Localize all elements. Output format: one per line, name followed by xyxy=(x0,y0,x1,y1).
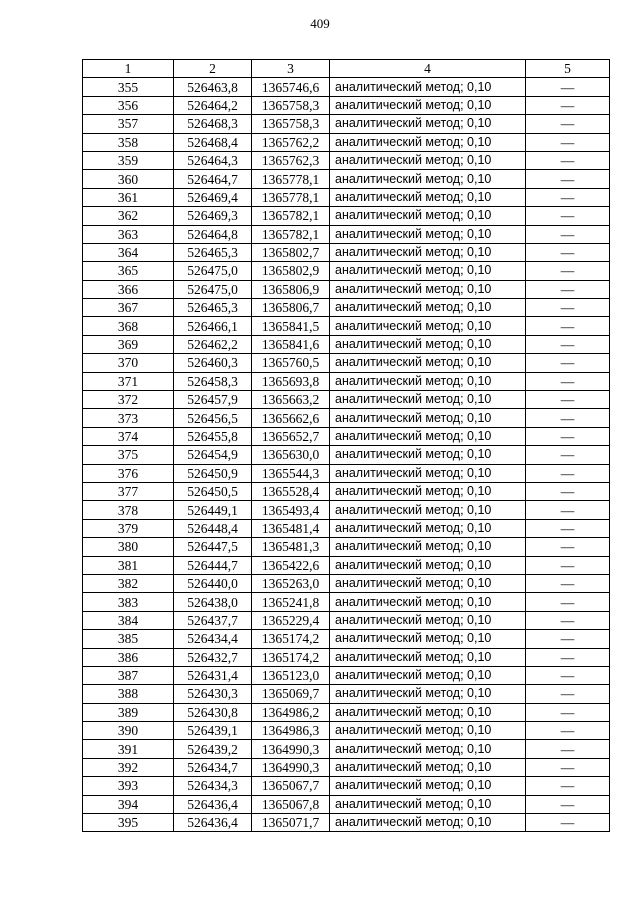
table-row xyxy=(83,795,610,813)
point-number-cell: 392 xyxy=(83,758,174,776)
table-row xyxy=(83,335,610,353)
y-coordinate-cell: 1365174,2 xyxy=(252,630,330,648)
table-row xyxy=(83,501,610,519)
table-row xyxy=(83,133,610,151)
x-coordinate-cell: 526430,3 xyxy=(174,685,252,703)
note-cell: — xyxy=(526,685,610,703)
point-number-cell: 377 xyxy=(83,482,174,500)
point-number-cell: 369 xyxy=(83,335,174,353)
note-cell: — xyxy=(526,814,610,832)
y-coordinate-cell: 1365662,6 xyxy=(252,409,330,427)
x-coordinate-cell: 526469,4 xyxy=(174,188,252,206)
y-coordinate-cell: 1365481,4 xyxy=(252,519,330,537)
x-coordinate-cell: 526432,7 xyxy=(174,648,252,666)
table-row xyxy=(83,446,610,464)
method-cell: аналитический метод; 0,10 xyxy=(330,243,526,261)
x-coordinate-cell: 526465,3 xyxy=(174,299,252,317)
table-header-row xyxy=(83,60,610,78)
y-coordinate-cell: 1365760,5 xyxy=(252,354,330,372)
column-header-2: 2 xyxy=(174,60,252,78)
method-cell: аналитический метод; 0,10 xyxy=(330,354,526,372)
page-number: 409 xyxy=(310,16,330,31)
method-cell: аналитический метод; 0,10 xyxy=(330,666,526,684)
note-cell: — xyxy=(526,777,610,795)
y-coordinate-cell: 1365758,3 xyxy=(252,115,330,133)
note-cell: — xyxy=(526,225,610,243)
point-number-cell: 380 xyxy=(83,538,174,556)
x-coordinate-cell: 526469,3 xyxy=(174,207,252,225)
method-cell: аналитический метод; 0,10 xyxy=(330,262,526,280)
y-coordinate-cell: 1365422,6 xyxy=(252,556,330,574)
x-coordinate-cell: 526439,2 xyxy=(174,740,252,758)
table-row xyxy=(83,611,610,629)
point-number-cell: 359 xyxy=(83,151,174,169)
point-number-cell: 358 xyxy=(83,133,174,151)
table-row xyxy=(83,372,610,390)
note-cell: — xyxy=(526,78,610,96)
point-number-cell: 361 xyxy=(83,188,174,206)
method-cell: аналитический метод; 0,10 xyxy=(330,280,526,298)
note-cell: — xyxy=(526,372,610,390)
column-header-1: 1 xyxy=(83,60,174,78)
method-cell: аналитический метод; 0,10 xyxy=(330,464,526,482)
x-coordinate-cell: 526464,8 xyxy=(174,225,252,243)
note-cell: — xyxy=(526,482,610,500)
coordinates-table xyxy=(82,59,610,832)
method-cell: аналитический метод; 0,10 xyxy=(330,78,526,96)
table-row xyxy=(83,170,610,188)
note-cell: — xyxy=(526,427,610,445)
x-coordinate-cell: 526464,7 xyxy=(174,170,252,188)
method-cell: аналитический метод; 0,10 xyxy=(330,722,526,740)
x-coordinate-cell: 526468,4 xyxy=(174,133,252,151)
table-row xyxy=(83,758,610,776)
point-number-cell: 371 xyxy=(83,372,174,390)
note-cell: — xyxy=(526,354,610,372)
note-cell: — xyxy=(526,501,610,519)
method-cell: аналитический метод; 0,10 xyxy=(330,519,526,537)
y-coordinate-cell: 1365782,1 xyxy=(252,207,330,225)
point-number-cell: 374 xyxy=(83,427,174,445)
note-cell: — xyxy=(526,758,610,776)
method-cell: аналитический метод; 0,10 xyxy=(330,391,526,409)
y-coordinate-cell: 1365802,7 xyxy=(252,243,330,261)
y-coordinate-cell: 1365071,7 xyxy=(252,814,330,832)
table-row xyxy=(83,814,610,832)
y-coordinate-cell: 1365528,4 xyxy=(252,482,330,500)
note-cell: — xyxy=(526,648,610,666)
y-coordinate-cell: 1365778,1 xyxy=(252,170,330,188)
y-coordinate-cell: 1365174,2 xyxy=(252,648,330,666)
y-coordinate-cell: 1365762,3 xyxy=(252,151,330,169)
point-number-cell: 357 xyxy=(83,115,174,133)
point-number-cell: 366 xyxy=(83,280,174,298)
y-coordinate-cell: 1365481,3 xyxy=(252,538,330,556)
point-number-cell: 379 xyxy=(83,519,174,537)
note-cell: — xyxy=(526,317,610,335)
y-coordinate-cell: 1365652,7 xyxy=(252,427,330,445)
note-cell: — xyxy=(526,391,610,409)
note-cell: — xyxy=(526,666,610,684)
column-header-3: 3 xyxy=(252,60,330,78)
table-row xyxy=(83,464,610,482)
table-row xyxy=(83,482,610,500)
point-number-cell: 390 xyxy=(83,722,174,740)
method-cell: аналитический метод; 0,10 xyxy=(330,611,526,629)
x-coordinate-cell: 526434,3 xyxy=(174,777,252,795)
method-cell: аналитический метод; 0,10 xyxy=(330,151,526,169)
table-row xyxy=(83,115,610,133)
table-row xyxy=(83,556,610,574)
x-coordinate-cell: 526436,4 xyxy=(174,795,252,813)
point-number-cell: 383 xyxy=(83,593,174,611)
table-row xyxy=(83,409,610,427)
method-cell: аналитический метод; 0,10 xyxy=(330,777,526,795)
x-coordinate-cell: 526430,8 xyxy=(174,703,252,721)
point-number-cell: 360 xyxy=(83,170,174,188)
y-coordinate-cell: 1364990,3 xyxy=(252,740,330,758)
method-cell: аналитический метод; 0,10 xyxy=(330,170,526,188)
method-cell: аналитический метод; 0,10 xyxy=(330,207,526,225)
y-coordinate-cell: 1365802,9 xyxy=(252,262,330,280)
table-row xyxy=(83,78,610,96)
x-coordinate-cell: 526463,8 xyxy=(174,78,252,96)
x-coordinate-cell: 526437,7 xyxy=(174,611,252,629)
x-coordinate-cell: 526439,1 xyxy=(174,722,252,740)
table-row xyxy=(83,685,610,703)
table-row xyxy=(83,538,610,556)
point-number-cell: 368 xyxy=(83,317,174,335)
point-number-cell: 367 xyxy=(83,299,174,317)
table-row xyxy=(83,593,610,611)
note-cell: — xyxy=(526,96,610,114)
x-coordinate-cell: 526447,5 xyxy=(174,538,252,556)
table-row xyxy=(83,262,610,280)
method-cell: аналитический метод; 0,10 xyxy=(330,648,526,666)
method-cell: аналитический метод; 0,10 xyxy=(330,758,526,776)
table-row xyxy=(83,519,610,537)
note-cell: — xyxy=(526,170,610,188)
y-coordinate-cell: 1365746,6 xyxy=(252,78,330,96)
table-body xyxy=(83,78,610,832)
method-cell: аналитический метод; 0,10 xyxy=(330,427,526,445)
table-row xyxy=(83,243,610,261)
table-row xyxy=(83,317,610,335)
table-row xyxy=(83,280,610,298)
note-cell: — xyxy=(526,630,610,648)
note-cell: — xyxy=(526,446,610,464)
point-number-cell: 363 xyxy=(83,225,174,243)
x-coordinate-cell: 526434,7 xyxy=(174,758,252,776)
y-coordinate-cell: 1365067,8 xyxy=(252,795,330,813)
method-cell: аналитический метод; 0,10 xyxy=(330,630,526,648)
note-cell: — xyxy=(526,556,610,574)
note-cell: — xyxy=(526,574,610,592)
table-row xyxy=(83,188,610,206)
table-row xyxy=(83,299,610,317)
y-coordinate-cell: 1365762,2 xyxy=(252,133,330,151)
y-coordinate-cell: 1365630,0 xyxy=(252,446,330,464)
table-row xyxy=(83,151,610,169)
method-cell: аналитический метод; 0,10 xyxy=(330,703,526,721)
x-coordinate-cell: 526440,0 xyxy=(174,574,252,592)
x-coordinate-cell: 526466,1 xyxy=(174,317,252,335)
point-number-cell: 391 xyxy=(83,740,174,758)
point-number-cell: 373 xyxy=(83,409,174,427)
y-coordinate-cell: 1365758,3 xyxy=(252,96,330,114)
point-number-cell: 395 xyxy=(83,814,174,832)
note-cell: — xyxy=(526,538,610,556)
method-cell: аналитический метод; 0,10 xyxy=(330,593,526,611)
note-cell: — xyxy=(526,207,610,225)
point-number-cell: 375 xyxy=(83,446,174,464)
x-coordinate-cell: 526458,3 xyxy=(174,372,252,390)
x-coordinate-cell: 526475,0 xyxy=(174,262,252,280)
method-cell: аналитический метод; 0,10 xyxy=(330,299,526,317)
y-coordinate-cell: 1365493,4 xyxy=(252,501,330,519)
point-number-cell: 376 xyxy=(83,464,174,482)
x-coordinate-cell: 526450,9 xyxy=(174,464,252,482)
x-coordinate-cell: 526450,5 xyxy=(174,482,252,500)
x-coordinate-cell: 526462,2 xyxy=(174,335,252,353)
x-coordinate-cell: 526460,3 xyxy=(174,354,252,372)
x-coordinate-cell: 526456,5 xyxy=(174,409,252,427)
method-cell: аналитический метод; 0,10 xyxy=(330,115,526,133)
table-row xyxy=(83,630,610,648)
x-coordinate-cell: 526457,9 xyxy=(174,391,252,409)
note-cell: — xyxy=(526,280,610,298)
table-row xyxy=(83,354,610,372)
x-coordinate-cell: 526475,0 xyxy=(174,280,252,298)
note-cell: — xyxy=(526,115,610,133)
y-coordinate-cell: 1365841,6 xyxy=(252,335,330,353)
y-coordinate-cell: 1365544,3 xyxy=(252,464,330,482)
column-header-5: 5 xyxy=(526,60,610,78)
point-number-cell: 394 xyxy=(83,795,174,813)
method-cell: аналитический метод; 0,10 xyxy=(330,685,526,703)
note-cell: — xyxy=(526,188,610,206)
y-coordinate-cell: 1365782,1 xyxy=(252,225,330,243)
point-number-cell: 365 xyxy=(83,262,174,280)
note-cell: — xyxy=(526,795,610,813)
note-cell: — xyxy=(526,335,610,353)
note-cell: — xyxy=(526,519,610,537)
y-coordinate-cell: 1365806,9 xyxy=(252,280,330,298)
note-cell: — xyxy=(526,464,610,482)
y-coordinate-cell: 1365263,0 xyxy=(252,574,330,592)
y-coordinate-cell: 1365806,7 xyxy=(252,299,330,317)
point-number-cell: 385 xyxy=(83,630,174,648)
y-coordinate-cell: 1365123,0 xyxy=(252,666,330,684)
method-cell: аналитический метод; 0,10 xyxy=(330,482,526,500)
method-cell: аналитический метод; 0,10 xyxy=(330,740,526,758)
y-coordinate-cell: 1365067,7 xyxy=(252,777,330,795)
table-row xyxy=(83,740,610,758)
point-number-cell: 362 xyxy=(83,207,174,225)
table-row xyxy=(83,96,610,114)
y-coordinate-cell: 1365241,8 xyxy=(252,593,330,611)
note-cell: — xyxy=(526,740,610,758)
point-number-cell: 388 xyxy=(83,685,174,703)
x-coordinate-cell: 526464,2 xyxy=(174,96,252,114)
y-coordinate-cell: 1365778,1 xyxy=(252,188,330,206)
note-cell: — xyxy=(526,133,610,151)
method-cell: аналитический метод; 0,10 xyxy=(330,814,526,832)
point-number-cell: 355 xyxy=(83,78,174,96)
x-coordinate-cell: 526444,7 xyxy=(174,556,252,574)
point-number-cell: 372 xyxy=(83,391,174,409)
method-cell: аналитический метод; 0,10 xyxy=(330,556,526,574)
method-cell: аналитический метод; 0,10 xyxy=(330,501,526,519)
x-coordinate-cell: 526454,9 xyxy=(174,446,252,464)
method-cell: аналитический метод; 0,10 xyxy=(330,795,526,813)
y-coordinate-cell: 1365069,7 xyxy=(252,685,330,703)
note-cell: — xyxy=(526,151,610,169)
point-number-cell: 378 xyxy=(83,501,174,519)
column-header-4: 4 xyxy=(330,60,526,78)
method-cell: аналитический метод; 0,10 xyxy=(330,335,526,353)
note-cell: — xyxy=(526,243,610,261)
table-row xyxy=(83,427,610,445)
y-coordinate-cell: 1365229,4 xyxy=(252,611,330,629)
y-coordinate-cell: 1365693,8 xyxy=(252,372,330,390)
table-row xyxy=(83,666,610,684)
method-cell: аналитический метод; 0,10 xyxy=(330,317,526,335)
x-coordinate-cell: 526465,3 xyxy=(174,243,252,261)
table-row xyxy=(83,225,610,243)
note-cell: — xyxy=(526,593,610,611)
note-cell: — xyxy=(526,409,610,427)
point-number-cell: 387 xyxy=(83,666,174,684)
point-number-cell: 382 xyxy=(83,574,174,592)
point-number-cell: 389 xyxy=(83,703,174,721)
x-coordinate-cell: 526434,4 xyxy=(174,630,252,648)
table-row xyxy=(83,648,610,666)
note-cell: — xyxy=(526,611,610,629)
point-number-cell: 386 xyxy=(83,648,174,666)
point-number-cell: 370 xyxy=(83,354,174,372)
y-coordinate-cell: 1364990,3 xyxy=(252,758,330,776)
table-row xyxy=(83,207,610,225)
y-coordinate-cell: 1365663,2 xyxy=(252,391,330,409)
point-number-cell: 356 xyxy=(83,96,174,114)
note-cell: — xyxy=(526,703,610,721)
method-cell: аналитический метод; 0,10 xyxy=(330,446,526,464)
method-cell: аналитический метод; 0,10 xyxy=(330,188,526,206)
method-cell: аналитический метод; 0,10 xyxy=(330,538,526,556)
x-coordinate-cell: 526448,4 xyxy=(174,519,252,537)
x-coordinate-cell: 526436,4 xyxy=(174,814,252,832)
table-row xyxy=(83,722,610,740)
table-row xyxy=(83,574,610,592)
y-coordinate-cell: 1364986,2 xyxy=(252,703,330,721)
point-number-cell: 393 xyxy=(83,777,174,795)
x-coordinate-cell: 526464,3 xyxy=(174,151,252,169)
x-coordinate-cell: 526438,0 xyxy=(174,593,252,611)
point-number-cell: 381 xyxy=(83,556,174,574)
note-cell: — xyxy=(526,262,610,280)
x-coordinate-cell: 526431,4 xyxy=(174,666,252,684)
y-coordinate-cell: 1365841,5 xyxy=(252,317,330,335)
method-cell: аналитический метод; 0,10 xyxy=(330,225,526,243)
table-row xyxy=(83,391,610,409)
note-cell: — xyxy=(526,299,610,317)
method-cell: аналитический метод; 0,10 xyxy=(330,574,526,592)
y-coordinate-cell: 1364986,3 xyxy=(252,722,330,740)
method-cell: аналитический метод; 0,10 xyxy=(330,96,526,114)
method-cell: аналитический метод; 0,10 xyxy=(330,409,526,427)
method-cell: аналитический метод; 0,10 xyxy=(330,372,526,390)
point-number-cell: 384 xyxy=(83,611,174,629)
method-cell: аналитический метод; 0,10 xyxy=(330,133,526,151)
note-cell: — xyxy=(526,722,610,740)
x-coordinate-cell: 526468,3 xyxy=(174,115,252,133)
x-coordinate-cell: 526455,8 xyxy=(174,427,252,445)
point-number-cell: 364 xyxy=(83,243,174,261)
table-row xyxy=(83,703,610,721)
table-row xyxy=(83,777,610,795)
x-coordinate-cell: 526449,1 xyxy=(174,501,252,519)
